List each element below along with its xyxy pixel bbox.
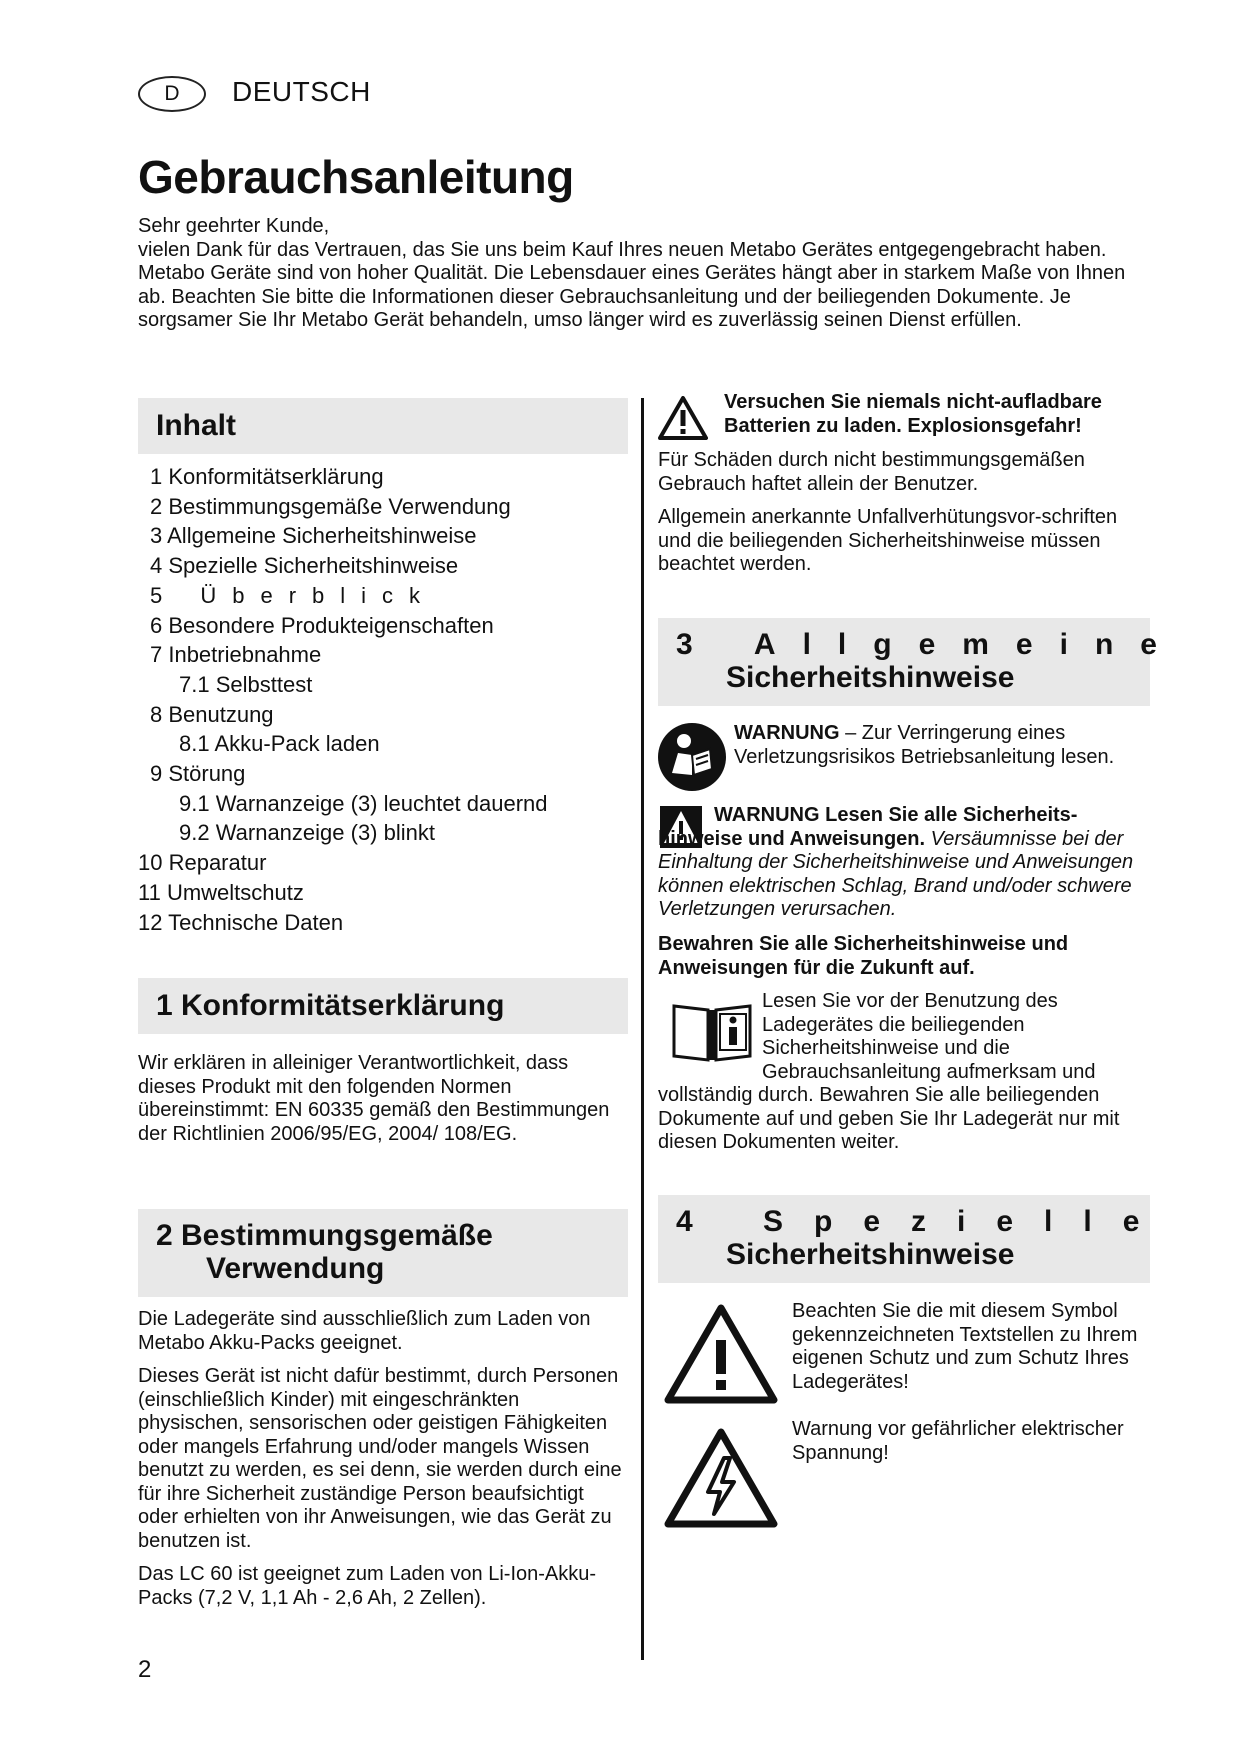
read-before-use-text: Lesen Sie vor der Benutzung des Ladegerätes die beiliegenden Sicherheitshinweise und die Gebrauchsanleitung aufmerksam und vollständig durch. Bewahren Sie alle beiliegenden Dokumente auf und geben Sie Ihr Ladegerät nur mit diesen Dokumenten weiter. — [658, 990, 1120, 1153]
float-spacer — [658, 990, 762, 1084]
sec1-heading: 1 Konformitätserklärung — [156, 989, 505, 1022]
toc-item[interactable]: 1 Konformitätserklärung — [150, 464, 384, 489]
read-before-use — [658, 990, 1150, 1155]
warning-text: – Zur Verringerung eines Verletzungsrisikos Betriebsanleitung lesen. — [734, 722, 1115, 768]
language-code: D — [164, 82, 180, 105]
toc-heading-box — [138, 398, 628, 454]
sec2-para: Die Ladegeräte sind ausschließlich zum Laden von Metabo Akku-Packs geeignet. — [138, 1308, 591, 1354]
sec3-heading-box — [658, 618, 1184, 706]
warning-read-manual — [734, 722, 1154, 769]
intro-greeting: Sehr geehrter Kunde, — [138, 215, 330, 237]
toc-subitem[interactable]: 9.1 Warnanzeige (3) leuchtet dauernd — [179, 790, 548, 816]
toc-item[interactable]: 11 Umweltschutz — [138, 879, 304, 905]
toc-item[interactable]: 5 Überblick — [150, 582, 437, 608]
sec4-heading-box — [658, 1195, 1171, 1283]
intro — [138, 215, 1158, 333]
toc-subitem[interactable]: 8.1 Akku-Pack laden — [179, 731, 380, 757]
toc-subitem[interactable]: 7.1 Selbsttest — [179, 671, 313, 697]
toc-item[interactable]: 2 Bestimmungsgemäße Verwendung — [150, 493, 511, 519]
warning-read-all-italic: Versäumnisse bei der Einhaltung der Sicherheitshinweise und Anweisungen können elektrischen Schlag, Brand und/oder schwere Verletzungen verursachen. — [658, 827, 1134, 920]
sec2-body — [138, 1308, 628, 1620]
toc-item[interactable]: 9 Störung — [150, 761, 246, 787]
warning-label: WARNUNG — [734, 722, 840, 744]
toc-item[interactable]: 6 Besondere Produkteigenschaften — [150, 612, 494, 638]
warning-nonrechargeable: Versuchen Sie niemals nicht-aufladbare Batterien zu laden. Explosionsgefahr! — [724, 391, 1102, 437]
sec1-text: Wir erklären in alleiniger Verantwortlichkeit, dass dieses Produkt mit den folgenden Normen übereinstimmt: EN 60335 gemäß den Bestimmungen der Richtlinien 2006/95/EG, 2004/ 108/EG. — [138, 1052, 610, 1145]
warning-read-all-bold: WARNUNG Lesen Sie alle Sicherheits-hinweise und Anweisungen. — [658, 804, 1078, 850]
toc-item[interactable]: 3 Allgemeine Sicherheitshinweise — [150, 523, 477, 549]
right-para: Allgemein anerkannte Unfallverhütungsvor-schriften und die beiliegenden Sicherheitshinweise müssen beachtet werden. — [658, 506, 1118, 575]
voltage-warning: Warnung vor gefährlicher elektrischer Spannung! — [792, 1418, 1124, 1464]
warning-read-all — [658, 804, 1148, 922]
sec2-heading-box — [138, 1209, 628, 1297]
toc-subitem[interactable]: 9.2 Warnanzeige (3) blinkt — [179, 820, 435, 846]
read-manual-icon — [658, 723, 726, 791]
page-number: 2 — [138, 1656, 152, 1683]
warning-triangle-icon — [658, 396, 708, 440]
sec2-para: Das LC 60 ist geeignet zum Laden von Li-Ion-Akku-Packs (7,2 V, 1,1 Ah - 2,6 Ah, 2 Zellen). — [138, 1563, 597, 1609]
sec4-heading-line1: 4 Spezielle — [676, 1205, 1171, 1238]
sec2-heading — [156, 1219, 610, 1285]
sec2-heading-line1: 2 Bestimmungsgemäße — [156, 1219, 493, 1252]
page-title: Gebrauchsanleitung — [138, 151, 574, 203]
toc-heading: Inhalt — [156, 409, 236, 442]
toc-item[interactable]: 10 Reparatur — [138, 850, 267, 876]
toc-item[interactable]: 8 Benutzung — [150, 701, 274, 727]
intro-text: vielen Dank für das Vertrauen, das Sie uns beim Kauf Ihres neuen Metabo Gerätes entgegengebracht haben. Metabo Geräte sind von hoher Qualität. Die Lebensdauer eines Gerätes hängt aber in starkem Maße von Ihnen ab. Beachten Sie bitte die Informationen dieser Gebrauchsanleitung und der beiliegenden Dokumente. Je sorgsamer Sie Ihr Metabo Gerät behandeln, umso länger wird es zuverlässig seinen Dienst erfüllen. — [138, 238, 1126, 331]
toc-item[interactable]: 4 Spezielle Sicherheitshinweise — [150, 553, 459, 579]
toc-item[interactable]: 12 Technische Daten — [138, 909, 344, 935]
symbol-note: Beachten Sie die mit diesem Symbol gekennzeichneten Textstellen zu Ihrem eigenen Schutz und zum Schutz Ihres Ladegerätes! — [792, 1300, 1138, 1393]
toc-item[interactable]: 7 Inbetriebnahme — [150, 642, 322, 668]
sec2-para: Dieses Gerät ist nicht dafür bestimmt, durch Personen (einschließlich Kinder) mit eingeschränkten physischen, sensorischen oder geistigen Fähigkeiten oder mangels Erfahrung und/oder mangels Wissen benutzt zu werden, es sei denn, sie werden durch eine für ihre Sicherheit zuständige Person beaufsichtigt oder erhielten von ihr Anweisungen, wie das Gerät zu benutzen ist. — [138, 1365, 622, 1552]
sec3-heading — [676, 628, 1184, 694]
sec4-heading-line2: Sicherheitshinweise — [726, 1238, 1015, 1271]
column-divider — [641, 398, 644, 1660]
right-para: Für Schäden durch nicht bestimmungsgemäßen Gebrauch haftet allein der Benutzer. — [658, 449, 1085, 495]
sec2-heading-line2: Verwendung — [206, 1252, 385, 1285]
high-voltage-icon — [664, 1428, 778, 1528]
language-badge — [138, 76, 206, 112]
sec1-body — [138, 1052, 628, 1156]
sec3-heading-line2: Sicherheitshinweise — [726, 661, 1015, 694]
language-name: DEUTSCH — [232, 76, 371, 107]
sec1-heading-box — [138, 978, 628, 1034]
general-warning-icon — [664, 1304, 778, 1404]
sec4-heading — [676, 1205, 1171, 1271]
right-intro — [658, 449, 1150, 587]
table-of-contents — [138, 462, 630, 937]
keep-instructions: Bewahren Sie alle Sicherheitshinweise und Anweisungen für die Zukunft auf. — [658, 933, 1069, 979]
sec3-heading-line1: 3 Allgemeine — [676, 628, 1184, 661]
